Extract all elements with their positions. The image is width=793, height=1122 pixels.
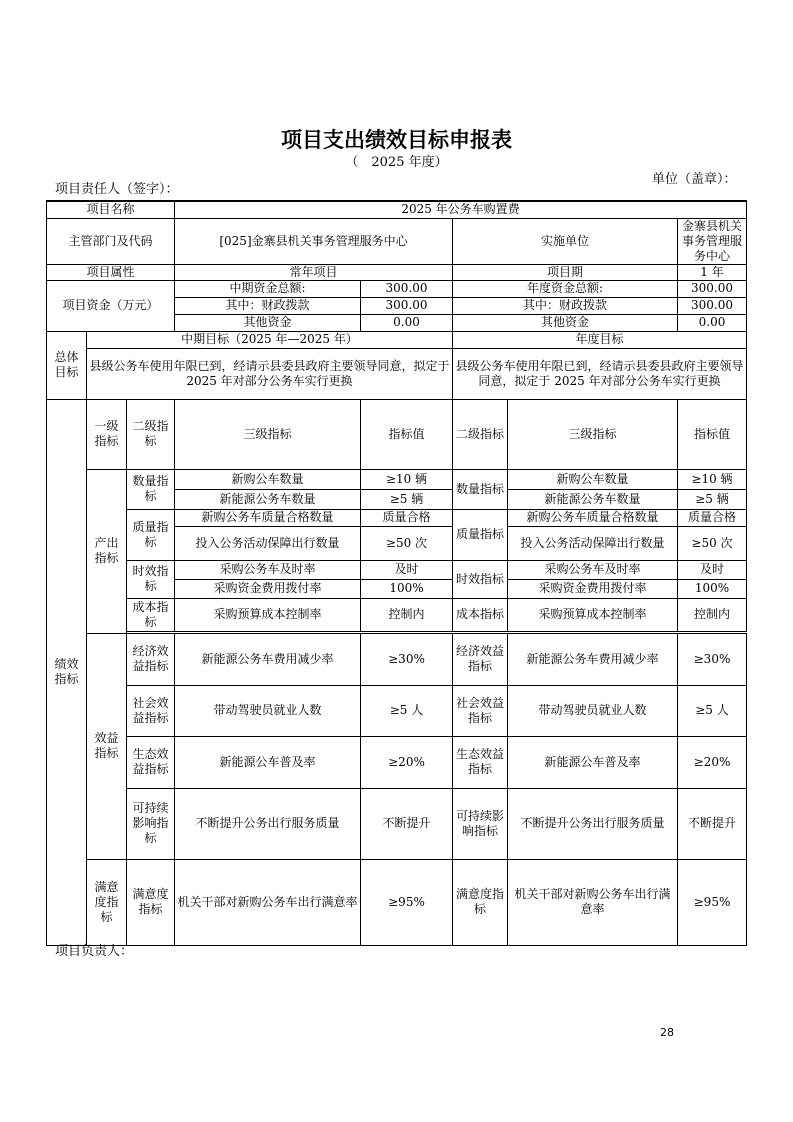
qual1-name: 新购公务车质量合格数量 <box>175 509 361 526</box>
qual2-value-year: ≥50 次 <box>678 526 747 560</box>
cost1-name: 采购预算成本控制率 <box>175 598 361 631</box>
mid-other-label: 其他资金 <box>175 314 361 331</box>
qual1-name-year: 新购公务车质量合格数量 <box>508 509 678 526</box>
benefit-label: 效益指标 <box>87 633 127 859</box>
time2-name: 采购资金费用拨付率 <box>175 579 361 598</box>
cost-label: 成本指标 <box>127 598 175 631</box>
time1-name: 采购公务车及时率 <box>175 560 361 579</box>
year-goal-text: 县级公务车使用年限已到，经请示县委县政府主要领导同意，拟定于 2025 年对部分公务车实行更换 <box>453 348 747 399</box>
time1-name-year: 采购公务车及时率 <box>508 560 678 579</box>
year-fiscal-label: 其中：财政拨款 <box>453 297 678 314</box>
dept-value: [025]金寨县机关事务管理服务中心 <box>175 218 453 264</box>
soc1-name: 带动驾驶员就业人数 <box>175 685 361 736</box>
performance-table <box>46 200 747 946</box>
funds-label: 项目资金（万元） <box>47 280 175 331</box>
year-fiscal-value: 300.00 <box>678 297 747 314</box>
soc1-value-year: ≥5 人 <box>678 685 747 736</box>
qty1-name: 新购公车数量 <box>175 469 361 489</box>
qual1-value: 质量合格 <box>361 509 453 526</box>
period-value: 1 年 <box>678 264 747 280</box>
eco1-name-year: 新能源公车普及率 <box>508 736 678 788</box>
responsible-sign-label: 项目责任人（签字）： <box>55 182 179 197</box>
impl-label: 实施单位 <box>453 218 678 264</box>
h-level3-year: 三级指标 <box>508 399 678 469</box>
h-level3: 三级指标 <box>175 399 361 469</box>
econ-label: 经济效益指标 <box>127 633 175 685</box>
project-name: 2025 年公务车购置费 <box>175 201 747 218</box>
year-other-value: 0.00 <box>678 314 747 331</box>
time2-value-year: 100% <box>678 579 747 598</box>
qty1-name-year: 新购公车数量 <box>508 469 678 489</box>
sat1-name-year: 机关干部对新购公务车出行满意率 <box>508 859 678 945</box>
sat1-value-year: ≥95% <box>678 859 747 945</box>
econ1-name: 新能源公务车费用减少率 <box>175 633 361 685</box>
qty2-name-year: 新能源公务车数量 <box>508 489 678 509</box>
soc1-name-year: 带动驾驶员就业人数 <box>508 685 678 736</box>
mid-total-label: 中期资金总额: <box>175 280 361 297</box>
perf-label: 绩效指标 <box>47 399 87 945</box>
econ1-name-year: 新能源公务车费用减少率 <box>508 633 678 685</box>
h-value: 指标值 <box>361 399 453 469</box>
eco-label: 生态效益指标 <box>127 736 175 788</box>
sus1-value-year: 不断提升 <box>678 788 747 859</box>
h-level2: 二级指标 <box>127 399 175 469</box>
qual1-value-year: 质量合格 <box>678 509 747 526</box>
attr-value: 常年项目 <box>175 264 453 280</box>
time2-name-year: 采购资金费用拨付率 <box>508 579 678 598</box>
sus1-name: 不断提升公务出行服务质量 <box>175 788 361 859</box>
satisfaction-label: 满意度指标 <box>87 859 127 945</box>
eco-label-year: 生态效益指标 <box>453 736 508 788</box>
time-label-year: 时效指标 <box>453 560 508 598</box>
mid-fiscal-value: 300.00 <box>361 297 453 314</box>
sus-label: 可持续影响指标 <box>127 788 175 859</box>
mid-total-value: 300.00 <box>361 280 453 297</box>
sat-label: 满意度指标 <box>127 859 175 945</box>
year-total-label: 年度资金总额: <box>453 280 678 297</box>
h-level1: 一级指标 <box>87 399 127 469</box>
qty-label-year: 数量指标 <box>453 469 508 509</box>
qty2-value-year: ≥5 辆 <box>678 489 747 509</box>
fiscal-year: （ 2025 年度） <box>345 155 448 170</box>
cost-label-year: 成本指标 <box>453 598 508 631</box>
mid-goal-head: 中期目标（2025 年—2025 年） <box>87 331 453 348</box>
attr-label: 项目属性 <box>47 264 175 280</box>
qty1-value-year: ≥10 辆 <box>678 469 747 489</box>
sus1-value: 不断提升 <box>361 788 453 859</box>
qty1-value: ≥10 辆 <box>361 469 453 489</box>
qual-label-year: 质量指标 <box>453 509 508 560</box>
year-goal-head: 年度目标 <box>453 331 747 348</box>
sat1-name: 机关干部对新购公务车出行满意率 <box>175 859 361 945</box>
cost1-value: 控制内 <box>361 598 453 631</box>
sat1-value: ≥95% <box>361 859 453 945</box>
econ1-value-year: ≥30% <box>678 633 747 685</box>
qual-label: 质量指标 <box>127 509 175 560</box>
time-label: 时效指标 <box>127 560 175 598</box>
h-value-year: 指标值 <box>678 399 747 469</box>
soc-label: 社会效益指标 <box>127 685 175 736</box>
mid-fiscal-label: 其中：财政拨款 <box>175 297 361 314</box>
eco1-name: 新能源公车普及率 <box>175 736 361 788</box>
econ-label-year: 经济效益指标 <box>453 633 508 685</box>
soc-label-year: 社会效益指标 <box>453 685 508 736</box>
qty2-name: 新能源公务车数量 <box>175 489 361 509</box>
eco1-value-year: ≥20% <box>678 736 747 788</box>
time2-value: 100% <box>361 579 453 598</box>
qty-label: 数量指标 <box>127 469 175 509</box>
sus-label-year: 可持续影响指标 <box>453 788 508 859</box>
page-title: 项目支出绩效目标申报表 <box>281 127 512 152</box>
sat-label-year: 满意度指标 <box>453 859 508 945</box>
output-label: 产出指标 <box>87 469 127 633</box>
h-level2-year: 二级指标 <box>453 399 508 469</box>
time1-value-year: 及时 <box>678 560 747 579</box>
mid-goal-text: 县级公务车使用年限已到，经请示县委县政府主要领导同意，拟定于 2025 年对部分公务车实行更换 <box>87 348 453 399</box>
year-total-value: 300.00 <box>678 280 747 297</box>
dept-label: 主管部门及代码 <box>47 218 175 264</box>
project-name-label: 项目名称 <box>47 201 175 218</box>
qty2-value: ≥5 辆 <box>361 489 453 509</box>
cost1-name-year: 采购预算成本控制率 <box>508 598 678 631</box>
qual2-value: ≥50 次 <box>361 526 453 560</box>
cost1-value-year: 控制内 <box>678 598 747 631</box>
impl-value: 金寨县机关事务管理服务中心 <box>678 218 747 264</box>
mid-other-value: 0.00 <box>361 314 453 331</box>
econ1-value: ≥30% <box>361 633 453 685</box>
qual2-name-year: 投入公务活动保障出行数量 <box>508 526 678 560</box>
qual2-name: 投入公务活动保障出行数量 <box>175 526 361 560</box>
goals-label: 总体目标 <box>47 331 87 399</box>
page-number: 28 <box>660 1026 674 1039</box>
unit-seal-label: 单位（盖章）： <box>652 172 737 187</box>
project-leader-label: 项目负责人： <box>55 944 134 959</box>
soc1-value: ≥5 人 <box>361 685 453 736</box>
sus1-name-year: 不断提升公务出行服务质量 <box>508 788 678 859</box>
year-other-label: 其他资金 <box>453 314 678 331</box>
time1-value: 及时 <box>361 560 453 579</box>
period-label: 项目期 <box>453 264 678 280</box>
eco1-value: ≥20% <box>361 736 453 788</box>
